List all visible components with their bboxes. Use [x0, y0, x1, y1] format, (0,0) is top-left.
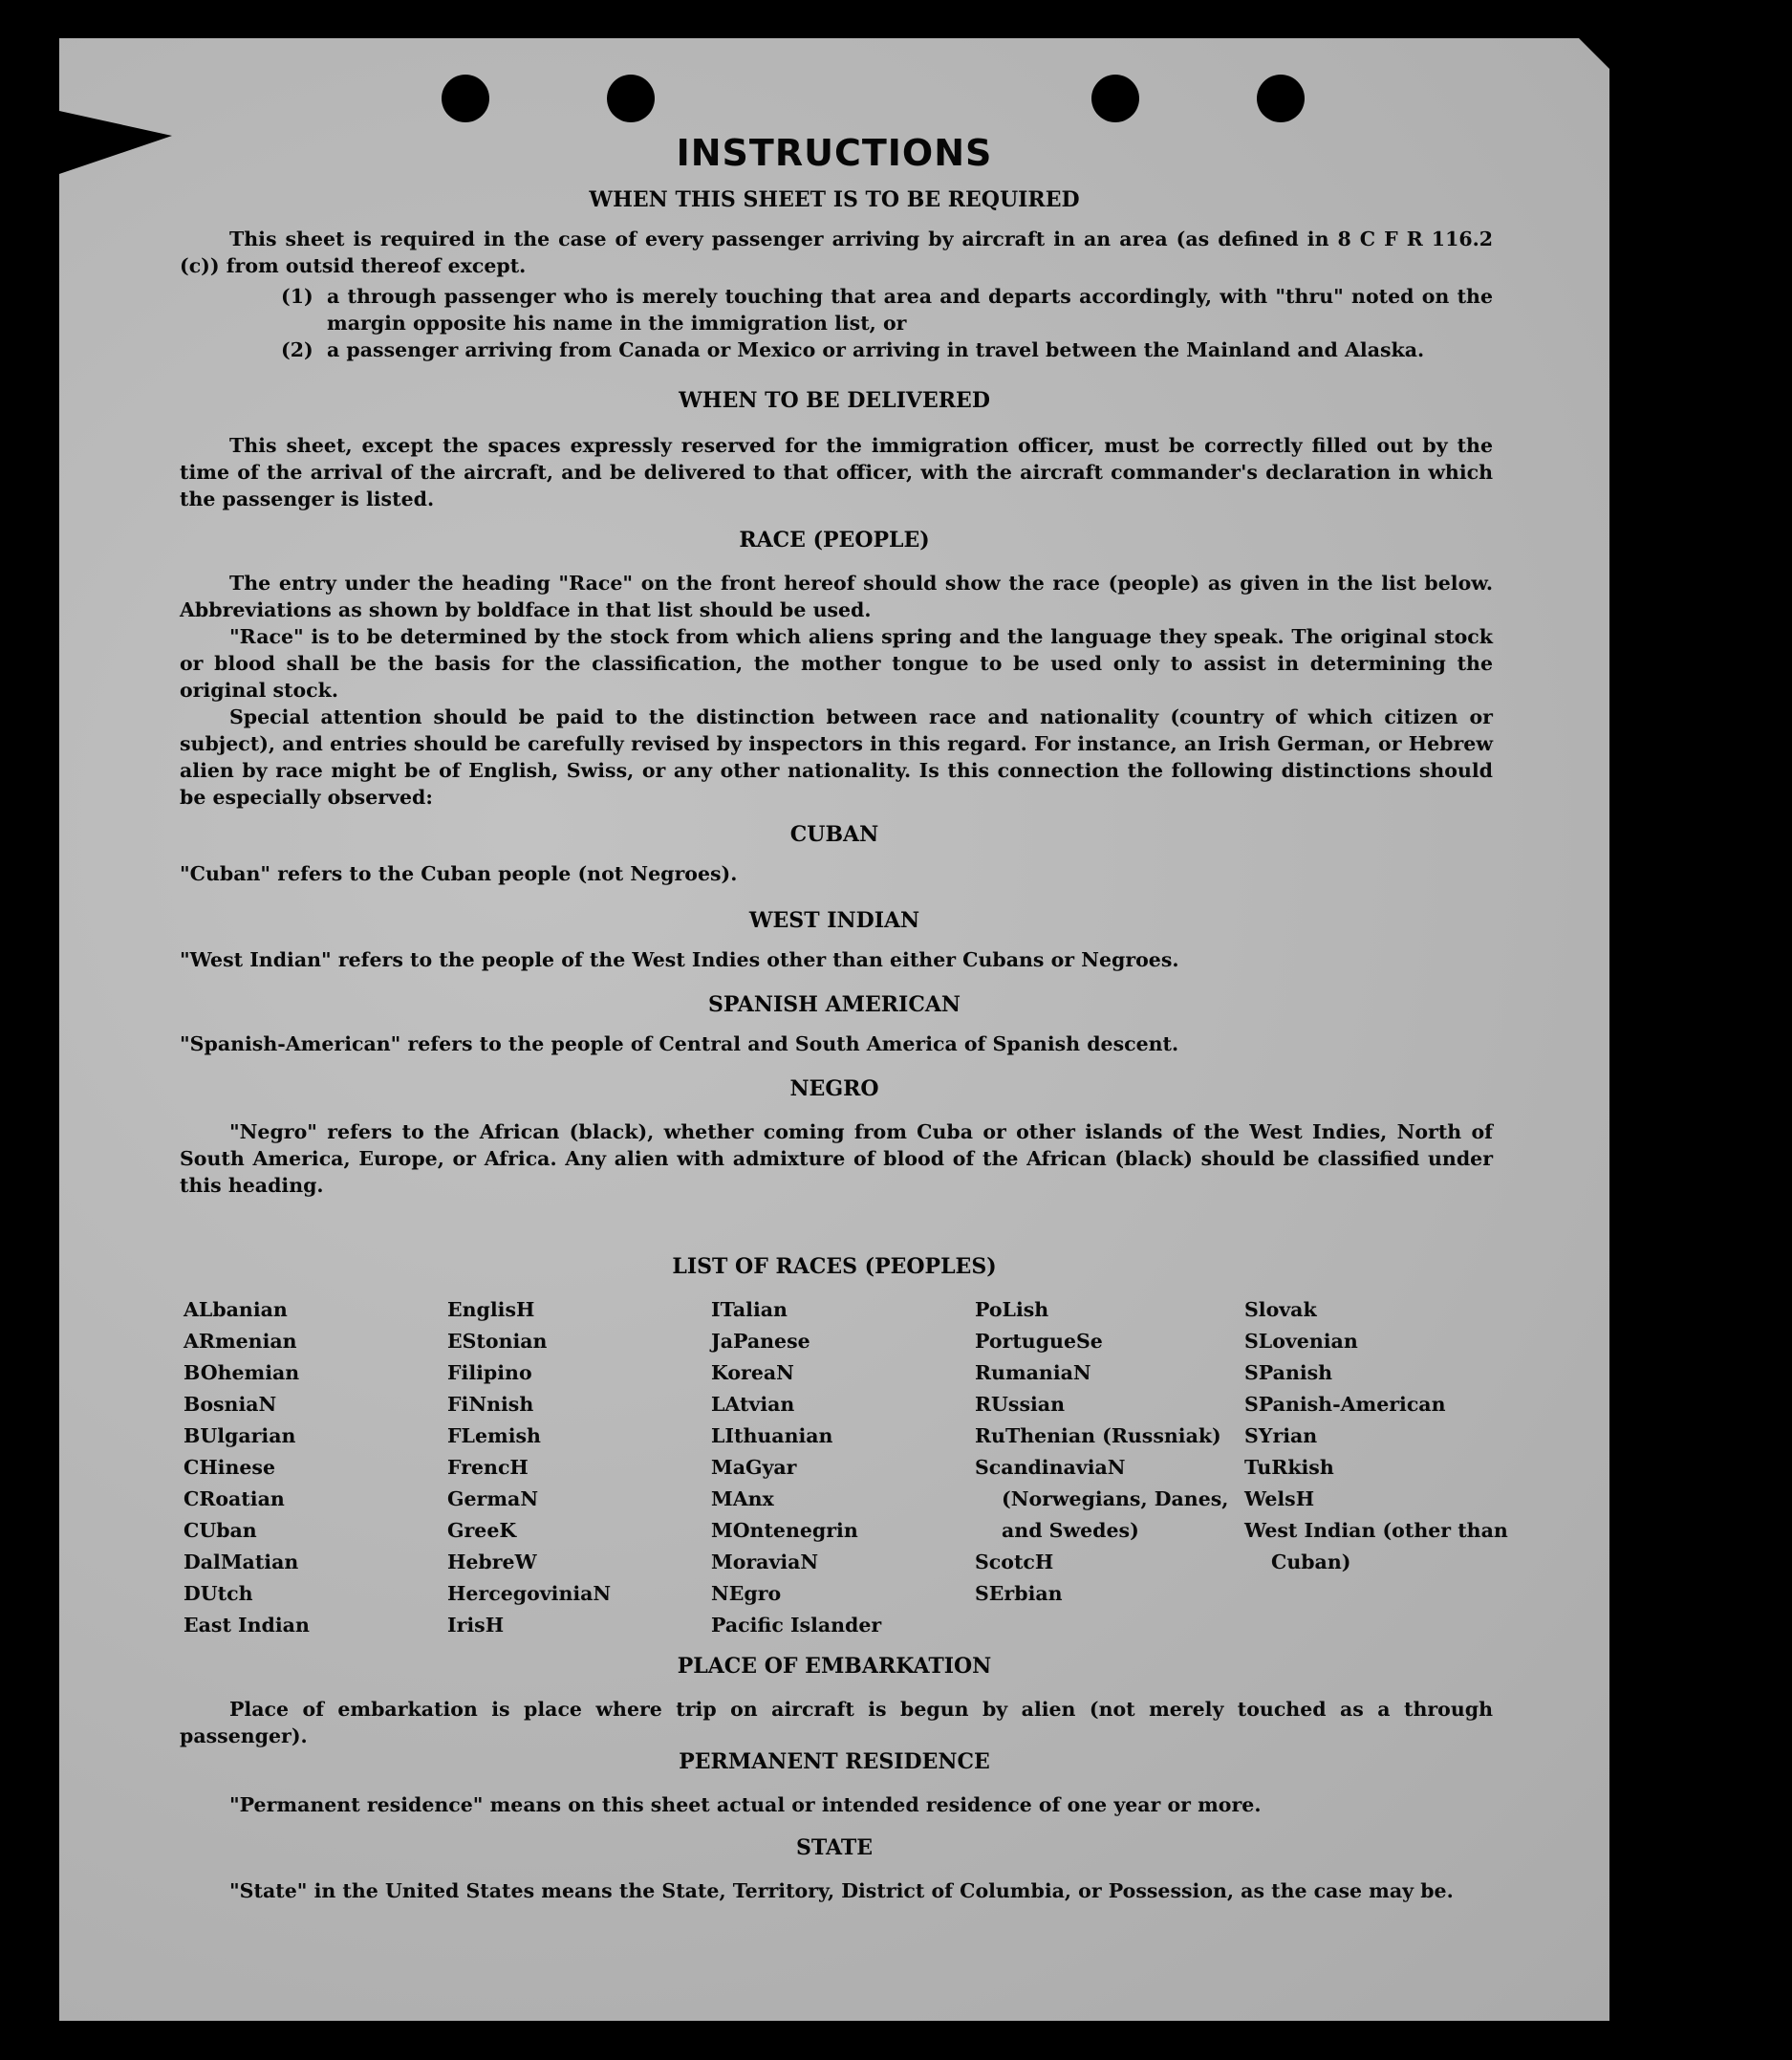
race-entry: KoreaN: [711, 1361, 794, 1384]
race-entry: TuRkish: [1244, 1456, 1334, 1479]
races-column-3: [711, 1294, 969, 1641]
race-entry: FiNnish: [447, 1393, 534, 1416]
race-entry: DalMatian: [184, 1550, 299, 1573]
race-entry: WelsH: [1244, 1487, 1315, 1510]
race-entry: IrisH: [447, 1614, 505, 1637]
race-entry: RumaniaN: [975, 1361, 1091, 1384]
punch-hole: [607, 75, 655, 122]
heading-when-delivered: WHEN TO BE DELIVERED: [679, 388, 990, 413]
race-entry: EnglisH: [447, 1298, 535, 1321]
race-entry: MaGyar: [711, 1456, 797, 1479]
heading-list-of-races: LIST OF RACES (PEOPLES): [672, 1254, 997, 1279]
race-entry: RUssian: [975, 1393, 1065, 1416]
punch-hole: [442, 75, 489, 122]
race-entry: HebreW: [447, 1550, 537, 1573]
item-text: a through passenger who is merely touching that area and departs accordingly, with "thru" noted on the margin opposite his name in the immigration list, or: [327, 285, 1493, 335]
race-entry: MAnx: [711, 1487, 774, 1510]
paragraph-embarkation: Place of embarkation is place where trip on aircraft is begun by alien (not merely touched as a through passenger).: [180, 1698, 1493, 1747]
race-entry: MoraviaN: [711, 1550, 819, 1573]
race-entry: LAtvian: [711, 1393, 795, 1416]
race-entry: Filipino: [447, 1361, 532, 1384]
race-entry: RuThenian (Russniak): [975, 1424, 1221, 1447]
race-entry: BOhemian: [184, 1361, 300, 1384]
folded-corner: [1579, 38, 1609, 69]
paragraph-race-2: "Race" is to be determined by the stock from which aliens spring and the language they speak. The original stock or blood shall be the basis for the classification, the mother tongue to be used only to assist in determining the original stock.: [180, 625, 1493, 702]
race-entry: MOntenegrin: [711, 1519, 858, 1542]
race-entry: JaPanese: [711, 1330, 810, 1353]
race-entry: BosniaN: [184, 1393, 277, 1416]
paragraph-negro: "Negro" refers to the African (black), whether coming from Cuba or other islands of the West Indies, North of South America, Europe, or Africa. Any alien with admixture of blood of the African (black) should be classified under this heading.: [180, 1120, 1493, 1197]
paragraph-when-required: This sheet is required in the case of every passenger arriving by aircraft in an area (as defined in 8 C F R 116.2 (c)) from outsid thereof except.: [180, 228, 1493, 277]
race-entry: Pacific Islander: [711, 1614, 882, 1637]
paragraph-state: "State" in the United States means the State, Territory, District of Columbia, or Possession, as the case may be.: [229, 1879, 1454, 1902]
race-entry: SPanish-American: [1244, 1393, 1446, 1416]
race-entry: East Indian: [184, 1614, 310, 1637]
race-entry: CUban: [184, 1519, 257, 1542]
race-entry: GreeK: [447, 1519, 517, 1542]
heading-negro: NEGRO: [789, 1076, 879, 1101]
paragraph-permanent-residence: "Permanent residence" means on this sheet actual or intended residence of one year or more.: [229, 1793, 1262, 1816]
race-entry: SErbian: [975, 1582, 1063, 1605]
paragraph-when-delivered: This sheet, except the spaces expressly reserved for the immigration officer, must be correctly filled out by the time of the arrival of the aircraft, and be delivered to that officer, with the aircraft commander's declaration in which the passenger is listed.: [180, 434, 1493, 510]
heading-state: STATE: [795, 1835, 874, 1860]
race-entry: ALbanian: [184, 1298, 288, 1321]
race-entry: FLemish: [447, 1424, 541, 1447]
race-entry: BUlgarian: [184, 1424, 296, 1447]
punch-hole: [1257, 75, 1305, 122]
item-number: (1): [281, 285, 313, 308]
race-entry: SLovenian: [1244, 1330, 1358, 1353]
races-column-2: [447, 1294, 705, 1641]
race-entry: PortugueSe: [975, 1330, 1103, 1353]
document-title: INSTRUCTIONS: [676, 132, 993, 174]
race-entry: EStonian: [447, 1330, 548, 1353]
item-text: a passenger arriving from Canada or Mexico or arriving in travel between the Mainland and Alaska.: [327, 338, 1425, 361]
paragraph-race-3: Special attention should be paid to the distinction between race and nationality (country of which citizen or subject), and entries should be carefully revised by inspectors in this regard. For instance, an Irish German, or Hebrew alien by race might be of English, Swiss, or any other nationality. Is this connection the following distinctions should be especially observed:: [180, 705, 1493, 809]
race-entry: LIthuanian: [711, 1424, 833, 1447]
race-entry: NEgro: [711, 1582, 782, 1605]
race-entry: PoLish: [975, 1298, 1049, 1321]
race-entry: ITalian: [711, 1298, 788, 1321]
races-column-5: [1244, 1294, 1522, 1578]
heading-cuban: CUBAN: [789, 822, 879, 847]
exception-item-2: [281, 336, 1493, 363]
item-number: (2): [281, 338, 313, 361]
paragraph-race-1: The entry under the heading "Race" on the front hereof should show the race (people) as given in the list below. Abbreviations as shown by boldface in that list should be used.: [180, 572, 1493, 621]
race-entry: SPanish: [1244, 1361, 1333, 1384]
race-entry: CHinese: [184, 1456, 276, 1479]
race-entry: HercegoviniaN: [447, 1582, 612, 1605]
heading-race: RACE (PEOPLE): [739, 528, 930, 553]
race-entry: CRoatian: [184, 1487, 285, 1510]
paragraph-west-indian: "West Indian" refers to the people of the West Indies other than either Cubans or Negroes.: [180, 948, 1179, 971]
heading-permanent-residence: PERMANENT RESIDENCE: [679, 1749, 990, 1774]
punch-hole: [1091, 75, 1139, 122]
race-entry: West Indian (other than Cuban): [1244, 1519, 1508, 1573]
document-page: [59, 38, 1609, 2021]
paragraph-cuban: "Cuban" refers to the Cuban people (not Negroes).: [180, 862, 738, 885]
heading-when-required: WHEN THIS SHEET IS TO BE REQUIRED: [589, 187, 1080, 212]
race-entry: FrencH: [447, 1456, 529, 1479]
races-column-1: [184, 1294, 442, 1641]
race-entry: ARmenian: [184, 1330, 297, 1353]
heading-west-indian: WEST INDIAN: [748, 908, 920, 933]
race-entry: SYrian: [1244, 1424, 1318, 1447]
race-entry: DUtch: [184, 1582, 253, 1605]
race-entry: ScandinaviaN (Norwegians, Danes, and Swedes): [975, 1456, 1229, 1542]
heading-embarkation: PLACE OF EMBARKATION: [677, 1654, 992, 1679]
exception-item-1: [281, 283, 1493, 336]
race-entry: GermaN: [447, 1487, 539, 1510]
race-entry: Slovak: [1244, 1298, 1317, 1321]
paragraph-spanish-american: "Spanish-American" refers to the people of Central and South America of Spanish descent.: [180, 1032, 1179, 1055]
heading-spanish-american: SPANISH AMERICAN: [707, 992, 961, 1017]
race-entry: ScotcH: [975, 1550, 1054, 1573]
races-column-4: [975, 1294, 1231, 1610]
